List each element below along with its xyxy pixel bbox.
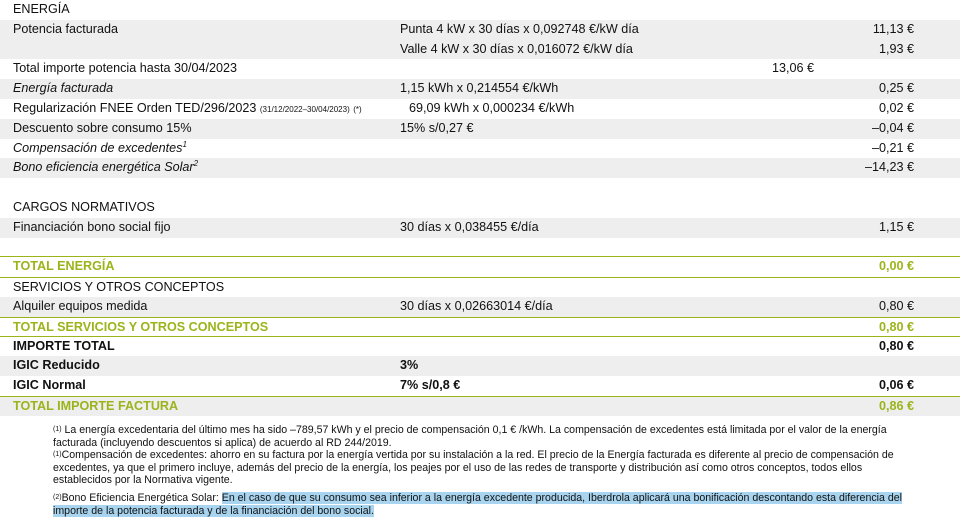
row-amount: 0,06 € xyxy=(878,378,914,393)
row-label-group xyxy=(13,158,198,178)
row-mark: (*) xyxy=(353,104,362,114)
row-label: IMPORTE TOTAL xyxy=(13,338,115,353)
row-label: Compensación de excedentes xyxy=(13,140,183,155)
row-detail: 30 días x 0,038455 €/día xyxy=(400,219,539,234)
row-total-servicios xyxy=(0,317,960,337)
row-detail: 3% xyxy=(400,358,419,373)
section-label: ENERGÍA xyxy=(13,2,70,16)
row-amount: 11,13 € xyxy=(872,21,914,36)
row-label: Energía facturada xyxy=(13,81,114,96)
footnote-2 xyxy=(53,492,915,517)
row-importe-total xyxy=(0,337,960,357)
row-regularizacion xyxy=(0,99,960,119)
row-amount: –0,04 € xyxy=(871,120,914,135)
footnote-prefix: Bono Eficiencia Energética Solar: xyxy=(61,491,222,504)
row-label: IGIC Normal xyxy=(13,378,86,393)
row-igic-reducido xyxy=(0,356,960,376)
row-detail: 15% s/0,27 € xyxy=(400,120,474,135)
footnote-text: La energía excedentaria del último mes ha sido –789,57 kWh y el precio de compensación 0,1 € /kWh. La compensación de excedentes está limitada por el valor de la energía facturada (incluyendo descuentos si aplica) de acuerdo al RD 244/2019. xyxy=(53,424,887,449)
row-amount: 0,80 € xyxy=(878,338,914,353)
row-detail: 7% s/0,8 € xyxy=(400,378,461,393)
row-amount: 1,15 € xyxy=(878,219,914,234)
section-energia-header xyxy=(0,0,960,20)
footnote-mark: (2) xyxy=(53,493,62,501)
total-amount: 0,86 € xyxy=(878,398,914,413)
total-amount: 0,00 € xyxy=(878,259,914,274)
row-total-energia xyxy=(0,257,960,277)
row-alquiler xyxy=(0,297,960,317)
row-label: Financiación bono social fijo xyxy=(13,219,171,234)
footnote-mark: (1) xyxy=(53,451,62,459)
row-detail: 1,15 kWh x 0,214554 €/kWh xyxy=(400,81,559,96)
footnote-ref: 2 xyxy=(193,159,199,169)
row-energia-facturada xyxy=(0,79,960,99)
row-spacer xyxy=(0,238,960,258)
row-detail: Valle 4 kW x 30 días x 0,016072 €/kW día xyxy=(400,41,633,56)
footnote-mark: (1) xyxy=(53,426,62,433)
footnote-1 xyxy=(53,424,915,449)
row-spacer xyxy=(0,178,960,198)
row-financiacion xyxy=(0,218,960,238)
row-label: Potencia facturada xyxy=(13,21,119,36)
section-label: CARGOS NORMATIVOS xyxy=(13,199,155,214)
section-servicios-header xyxy=(0,277,960,297)
row-detail: Punta 4 kW x 30 días x 0,092748 €/kW día xyxy=(400,21,639,36)
row-period: (31/12/2022–30/04/2023) xyxy=(259,104,350,114)
row-total-factura xyxy=(0,396,960,416)
row-label: Alquiler equipos medida xyxy=(13,298,148,313)
row-amount: 0,25 € xyxy=(878,81,914,96)
footnotes xyxy=(53,424,915,522)
footnote-ref: 1 xyxy=(182,139,187,149)
section-label: SERVICIOS Y OTROS CONCEPTOS xyxy=(13,280,225,295)
row-descuento xyxy=(0,119,960,139)
total-label: TOTAL SERVICIOS Y OTROS CONCEPTOS xyxy=(13,319,269,334)
row-potencia-facturada xyxy=(0,20,960,40)
footnote-text: Compensación de excedentes: ahorro en su factura por la energía vertida por su instalación a la red. El precio de la Energía facturada es diferente al precio de compensación de excedentes, ya que el primero incluye, además del precio de la energía, los peajes por el uso de las redes de transporte y distribución así como otros conceptos, todos ellos establecidos por la Normativa vigente. xyxy=(53,449,894,487)
row-amount: –0,21 € xyxy=(871,140,914,155)
total-label: TOTAL IMPORTE FACTURA xyxy=(13,398,179,413)
row-detail: 69,09 kWh x 0,000234 €/kWh xyxy=(409,100,575,115)
row-label: Bono eficiencia energética Solar xyxy=(13,160,194,175)
row-label: IGIC Reducido xyxy=(13,358,100,373)
row-label-group xyxy=(13,99,362,120)
row-label-group xyxy=(13,139,187,159)
row-label: Total importe potencia hasta 30/04/2023 xyxy=(13,61,238,76)
row-total-potencia xyxy=(0,59,960,79)
footnote-1b xyxy=(53,449,915,487)
row-amount: 1,93 € xyxy=(878,41,914,56)
row-igic-normal xyxy=(0,376,960,396)
row-label: Descuento sobre consumo 15% xyxy=(13,120,192,135)
row-amount: 0,02 € xyxy=(878,100,914,115)
row-bono-solar xyxy=(0,158,960,178)
footnote-highlight[interactable]: En el caso de que su consumo sea inferior a la energía excedente producida, Iberdrola aplicará una bonificación descontando esta diferencia del importe de la potencia facturada y de la financiación del bono social. xyxy=(53,491,902,517)
section-cargos-header xyxy=(0,198,960,218)
row-amount: –14,23 € xyxy=(864,160,914,175)
row-subtotal: 13,06 € xyxy=(771,61,814,76)
total-amount: 0,80 € xyxy=(878,319,914,334)
row-compensacion xyxy=(0,139,960,159)
total-label: TOTAL ENERGÍA xyxy=(13,259,115,274)
row-valle xyxy=(0,40,960,60)
row-label: Regularización FNEE Orden TED/296/2023 xyxy=(13,100,257,115)
row-amount: 0,80 € xyxy=(878,298,914,313)
row-detail: 30 días x 0,02663014 €/día xyxy=(400,298,553,313)
